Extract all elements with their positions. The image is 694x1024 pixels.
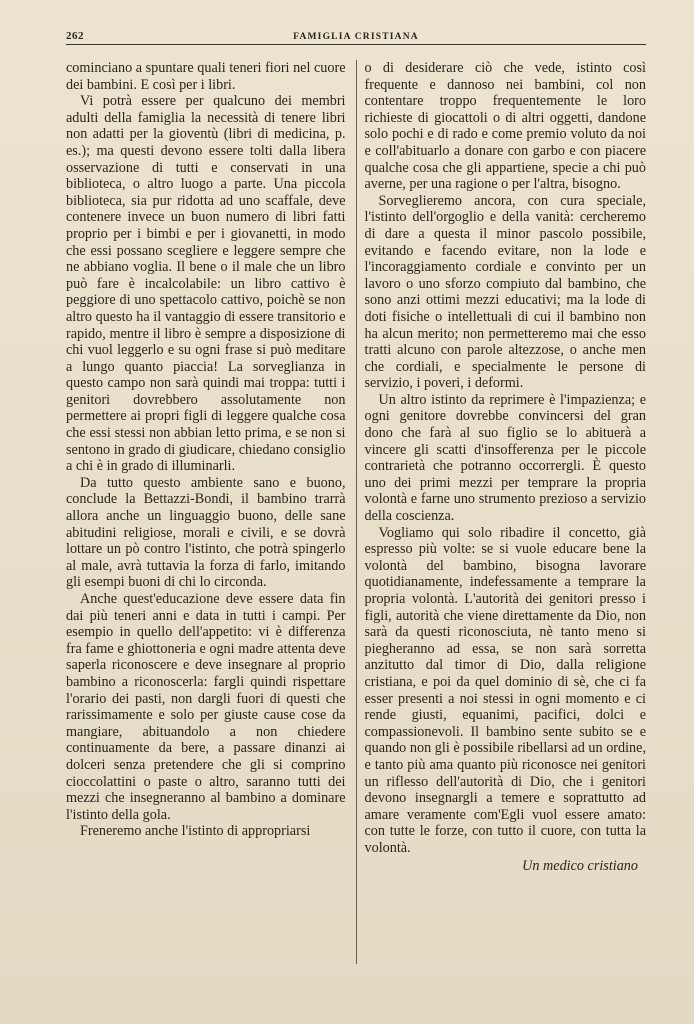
paragraph: o di desiderare ciò che vede, istinto così frequente e dannoso nei bambini, col non contentare troppo frequentemente le loro richieste di giocattoli o di altri oggetti, dandone solo pochi e di rado e come premio voluto da noi e coll'abituarlo a donare con garbo e con piacere qualche cosa che gli appartiene, specie a chi può averne, per una ragione o per l'altra, bisogno. [364,60,646,193]
page-header [66,24,646,45]
paragraph: Freneremo anche l'istinto di appropriarsi [80,823,311,840]
paragraph: Vi potrà essere per qualcuno dei membri adulti della famiglia la necessità di tenere libri non adatti per la gioventù (libri di medicina, p. es.); ma questi devono essere tolti dalla libera osservazione di tutti e conservati in una biblioteca, o altro luogo a parte. Una piccola biblioteca, sia pur ridotta ad uno scaffale, deve contenere invece un buon numero di libri fatti proprio per i bimbi e per i giovanetti, in modo che essi possano scegliere e leggere sempre che ne abbiano voglia. Il bene o il male che un libro può fare è incalcolabile: un libro cattivo è peggiore di uno spettacolo cattivo, poichè se non altro questo ha il vantaggio di essere transitorio e rapido, mentre il libro è sempre a disposizione di chi vuol leggerlo e su ogni frase si può meditare a lungo quanto piaccia! La sorveglianza in questo campo non sarà quindi mai troppa: tutti i genitori dovrebbero assolutamente non permettere ai propri figli di leggere qualche cosa che essi stessi non abbian letto prima, e se non si sentono in grado di giudicare, chiedano consiglio a chi è in grado di illuminarli. [66,93,346,475]
paragraph: cominciano a spuntare quali teneri fiori nel cuore dei bambini. E così per i libri. [66,60,346,93]
paragraph: Anche quest'educazione deve essere data fin dai più teneri anni e data in tutti i campi. Per esempio in quello dell'appetito: vi è differenza fra fame e ghiottoneria e ogni madre attenta deve saperla riconoscere e deve insegnare al proprio bambino a riconoscerla: fargli quindi rispettare l'orario dei pasti, non dargli fuori di questi che rarissimamente e solo per giuste cause cose da mangiare, abituandolo a non chiedere continuamente da bere, a passare dinanzi ai dolceri senza pretendere che gli si comprino cioccolattini o paste o altro, saranno tutti dei mezzi che insegneranno al bambino a dominare l'istinto della gola. [66,591,346,823]
paragraph: Da tutto questo ambiente sano e buono, conclude la Bettazzi-Bondi, il bambino trarrà allora anche un linguaggio buono, delle sane abitudini religiose, morali e civili, e se dovrà lottare un pò contro l'istinto, che potrà spingerlo al male, avrà tuttavia la forza di farlo, imitando gli esempi buoni di chi lo circonda. [66,474,346,591]
page-number: 262 [66,30,84,42]
paragraph: Sorveglieremo ancora, con cura speciale, l'istinto dell'orgoglio e della vanità: cercheremo di dare a questa il minor pascolo possibile, evitando e facendo evitare, non la lode e l'incoraggiamento cordiale e convinto per un lavoro o uno sforzo compiuto dal bambino, che sono anzi ottimi mezzi educativi; ma la lode di doti fisiche o intellettuali di cui il bambino non ha alcun merito; non permetteremo mai che esso tratti alcuno con parole altezzose, o anche men che cordiali, e specialmente le persone di servizio, i poveri, i deformi. [364,192,646,392]
paragraph: Vogliamo qui solo ribadire il concetto, già espresso più volte: se si vuole educare bene la volontà del bambino, bisogna lavorare quotidianamente, indefessamente a temprare la propria volontà. L'autorità dei genitori presso i figli, autorità che viene direttamente da Dio, non sarà da questi riconosciuta, nè tanto meno si piegheranno ad essa, se non sarà sorretta anzitutto dal timor di Dio, dalla religione cristiana, e poi da quel dominio di sè, che ci fa esser presenti a noi stessi in ogni momento e ci rende giusti, equanimi, pacifici, dolci e compassionevoli. Il bambino sente subito se e quando non gli è possibile ribellarsi ad un ordine, e tanto più ama quanto più riconosce nei genitori un riflesso dell'autorità di Dio, che i genitori devono insegnargli a temere e soprattutto ad amare veramente com'Egli vuol essere amato: con tutte le forze, con tutto il cuore, con tutta la volontà. [364,524,646,856]
left-column [66,60,350,964]
text-columns [66,60,646,964]
paragraph: Un altro istinto da reprimere è l'impazienza; e ogni genitore dovrebbe convincersi del gran dono che farà al suo figlio se lo abituerà a vincere gli scatti d'insofferenza per le piccole contrarietà che potranno occorrergli. È questo uno dei primi mezzi per temprare la propria volontà e farne uno strumento prezioso a servizio della coscienza. [364,391,646,525]
running-title: FAMIGLIA CRISTIANA [293,32,419,42]
author-signature: Un medico cristiano [522,857,638,874]
right-column [363,60,647,964]
column-divider [356,60,357,964]
